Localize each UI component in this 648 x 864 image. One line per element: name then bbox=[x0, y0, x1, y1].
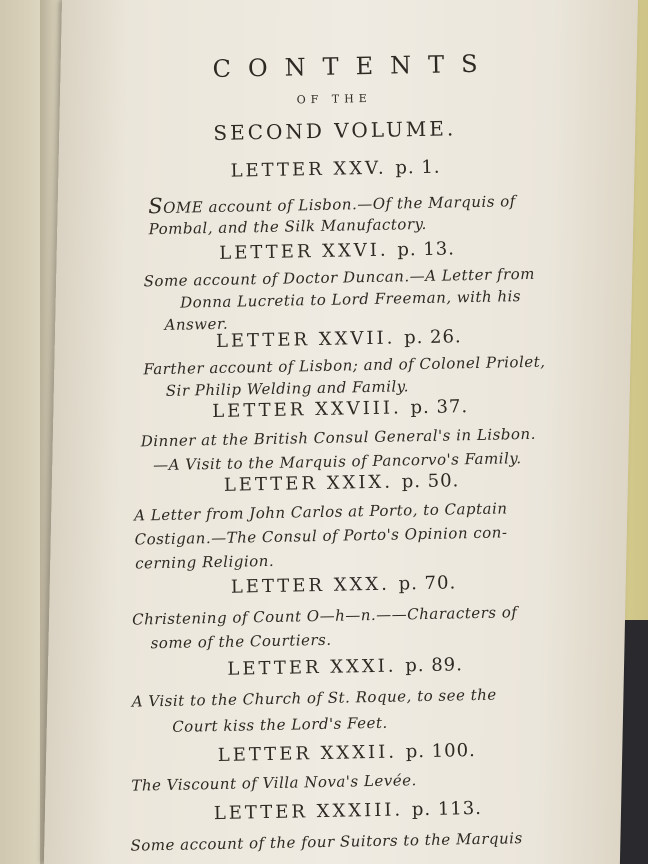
entry-description-line: Pombal, and the Silk Manufactory. bbox=[148, 214, 427, 239]
letter-page: p. 113. bbox=[411, 797, 483, 821]
entry-description-line: The Viscount of Villa Nova's Levée. bbox=[131, 771, 417, 795]
entry-description-line: Christening of Count O—h—n.——Characters of bbox=[131, 603, 518, 629]
letter-heading bbox=[70, 393, 610, 424]
letter-heading bbox=[65, 153, 605, 184]
letter-heading bbox=[75, 651, 615, 682]
letter-number: LETTER XXVIII. bbox=[212, 397, 402, 423]
letter-number: LETTER XXVI. bbox=[219, 239, 389, 264]
entry-description-line: Some account of Doctor Duncan.—A Letter from bbox=[143, 264, 536, 291]
entry-description-line: —A Visit to the Marquis of Pancorvo's Family. bbox=[153, 449, 522, 475]
letter-number: LETTER XXXI. bbox=[227, 655, 397, 680]
letter-number: LETTER XXX. bbox=[230, 573, 391, 598]
entry-description-line: some of the Courtiers. bbox=[150, 630, 332, 653]
entry-description-line: Costigan.—The Consul of Porto's Opinion con- bbox=[134, 523, 508, 549]
drop-capital: S bbox=[148, 193, 164, 219]
letter-page: p. 70. bbox=[398, 572, 457, 595]
letter-number: LETTER XXV. bbox=[230, 157, 387, 182]
entry-description-line: Donna Lucretia to Lord Freeman, with his bbox=[179, 287, 522, 312]
entry-description-line: Dinner at the British Consul General's in Lisbon. bbox=[140, 424, 537, 451]
letter-page: p. 100. bbox=[405, 740, 476, 763]
of-the-subheading: OF THE bbox=[296, 91, 372, 107]
contents-heading: CONTENTS bbox=[212, 49, 495, 83]
entry-description-line: Answer. bbox=[164, 314, 229, 334]
letter-page: p. 89. bbox=[405, 654, 464, 677]
entry-description-line: SOME account of Lisbon.—Of the Marquis of bbox=[148, 192, 516, 219]
entry-description-line: cerning Religion. bbox=[134, 551, 275, 573]
entry-description-line: Court kiss the Lord's Feet. bbox=[172, 713, 388, 736]
entry-description-line: A Letter from John Carlos at Porto, to Captain bbox=[134, 499, 508, 525]
letter-number: LETTER XXIX. bbox=[223, 471, 394, 496]
entry-description-line: A Visit to the Church of St. Roque, to see the bbox=[131, 685, 497, 711]
letter-page: p. 37. bbox=[410, 396, 469, 419]
volume-heading: SECOND VOLUME. bbox=[213, 116, 457, 145]
letter-heading bbox=[77, 737, 617, 768]
letter-heading bbox=[78, 795, 618, 826]
letter-number: LETTER XXVII. bbox=[215, 327, 396, 352]
letter-number: LETTER XXXIII. bbox=[213, 799, 404, 825]
letter-heading bbox=[69, 323, 609, 354]
letter-page: p. 13. bbox=[397, 238, 456, 261]
entry-description-line: Sir Philip Welding and Family. bbox=[165, 377, 410, 400]
letter-number: LETTER XXXII. bbox=[217, 741, 398, 766]
entry-description-line: Farther account of Lisbon; and of Colonel Priolet, bbox=[143, 352, 546, 379]
letter-page: p. 26. bbox=[403, 326, 462, 349]
entry-description-line: Some account of the four Suitors to the Marquis bbox=[130, 829, 523, 855]
letter-heading bbox=[67, 235, 607, 266]
letter-heading bbox=[73, 569, 613, 600]
letter-page: p. 50. bbox=[401, 470, 460, 493]
contents-page-text bbox=[62, 0, 618, 864]
letter-page: p. 1. bbox=[395, 156, 441, 179]
